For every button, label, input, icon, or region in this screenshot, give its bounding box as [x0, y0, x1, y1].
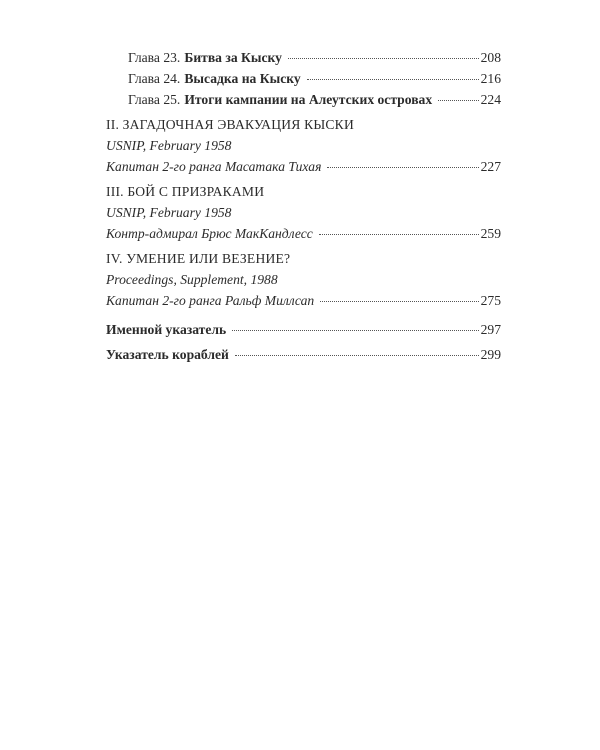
- page-number: 297: [480, 322, 501, 337]
- section-source: [106, 269, 501, 290]
- chapter-number: Глава 24.: [128, 71, 181, 86]
- section-title: IV. УМЕНИЕ ИЛИ ВЕЗЕНИЕ?: [106, 251, 291, 266]
- page-number: 299: [480, 347, 501, 362]
- page-number: 227: [480, 159, 501, 174]
- spacer: [106, 311, 501, 319]
- table-of-contents: [106, 47, 501, 365]
- author-name: Капитан 2-го ранга Ральф Миллсап: [106, 293, 315, 308]
- page-number: 275: [480, 293, 501, 308]
- toc-entry-chapter-25: [106, 89, 501, 110]
- toc-entry-ship-index: [106, 344, 501, 365]
- toc-entry-chapter-23: [106, 47, 501, 68]
- index-title: Указатель кораблей: [106, 347, 229, 362]
- page-number: 216: [480, 71, 501, 86]
- section-heading: [106, 114, 501, 135]
- dot-leader: [319, 233, 479, 235]
- section-title: II. ЗАГАДОЧНАЯ ЭВАКУАЦИЯ КЫСКИ: [106, 117, 354, 132]
- source-text: USNIP, February 1958: [106, 138, 232, 153]
- page-number: 208: [480, 50, 501, 65]
- dot-leader: [288, 57, 479, 59]
- chapter-title: Битва за Кыску: [184, 50, 282, 65]
- section-source: [106, 135, 501, 156]
- section-title: III. БОЙ С ПРИЗРАКАМИ: [106, 184, 265, 199]
- dot-leader: [320, 300, 478, 302]
- chapter-title: Высадка на Кыску: [184, 71, 301, 86]
- dot-leader: [307, 78, 479, 80]
- chapter-number: Глава 25.: [128, 92, 181, 107]
- section-heading: [106, 248, 501, 269]
- author-name: Капитан 2-го ранга Масатака Тихая: [106, 159, 322, 174]
- toc-entry-chapter-24: [106, 68, 501, 89]
- dot-leader: [232, 329, 478, 331]
- toc-entry-author: [106, 223, 501, 244]
- source-text: Proceedings, Supplement, 1988: [106, 272, 278, 287]
- toc-entry-author: [106, 290, 501, 311]
- toc-entry-author: [106, 156, 501, 177]
- author-name: Контр-адмирал Брюс МакКандлесс: [106, 226, 313, 241]
- section-source: [106, 202, 501, 223]
- page-number: 259: [480, 226, 501, 241]
- toc-entry-name-index: [106, 319, 501, 340]
- source-text: USNIP, February 1958: [106, 205, 232, 220]
- dot-leader: [327, 166, 478, 168]
- chapter-title: Итоги кампании на Алеутских островах: [184, 92, 433, 107]
- page-number: 224: [480, 92, 501, 107]
- dot-leader: [438, 99, 478, 101]
- index-title: Именной указатель: [106, 322, 227, 337]
- section-heading: [106, 181, 501, 202]
- chapter-number: Глава 23.: [128, 50, 181, 65]
- dot-leader: [235, 354, 479, 356]
